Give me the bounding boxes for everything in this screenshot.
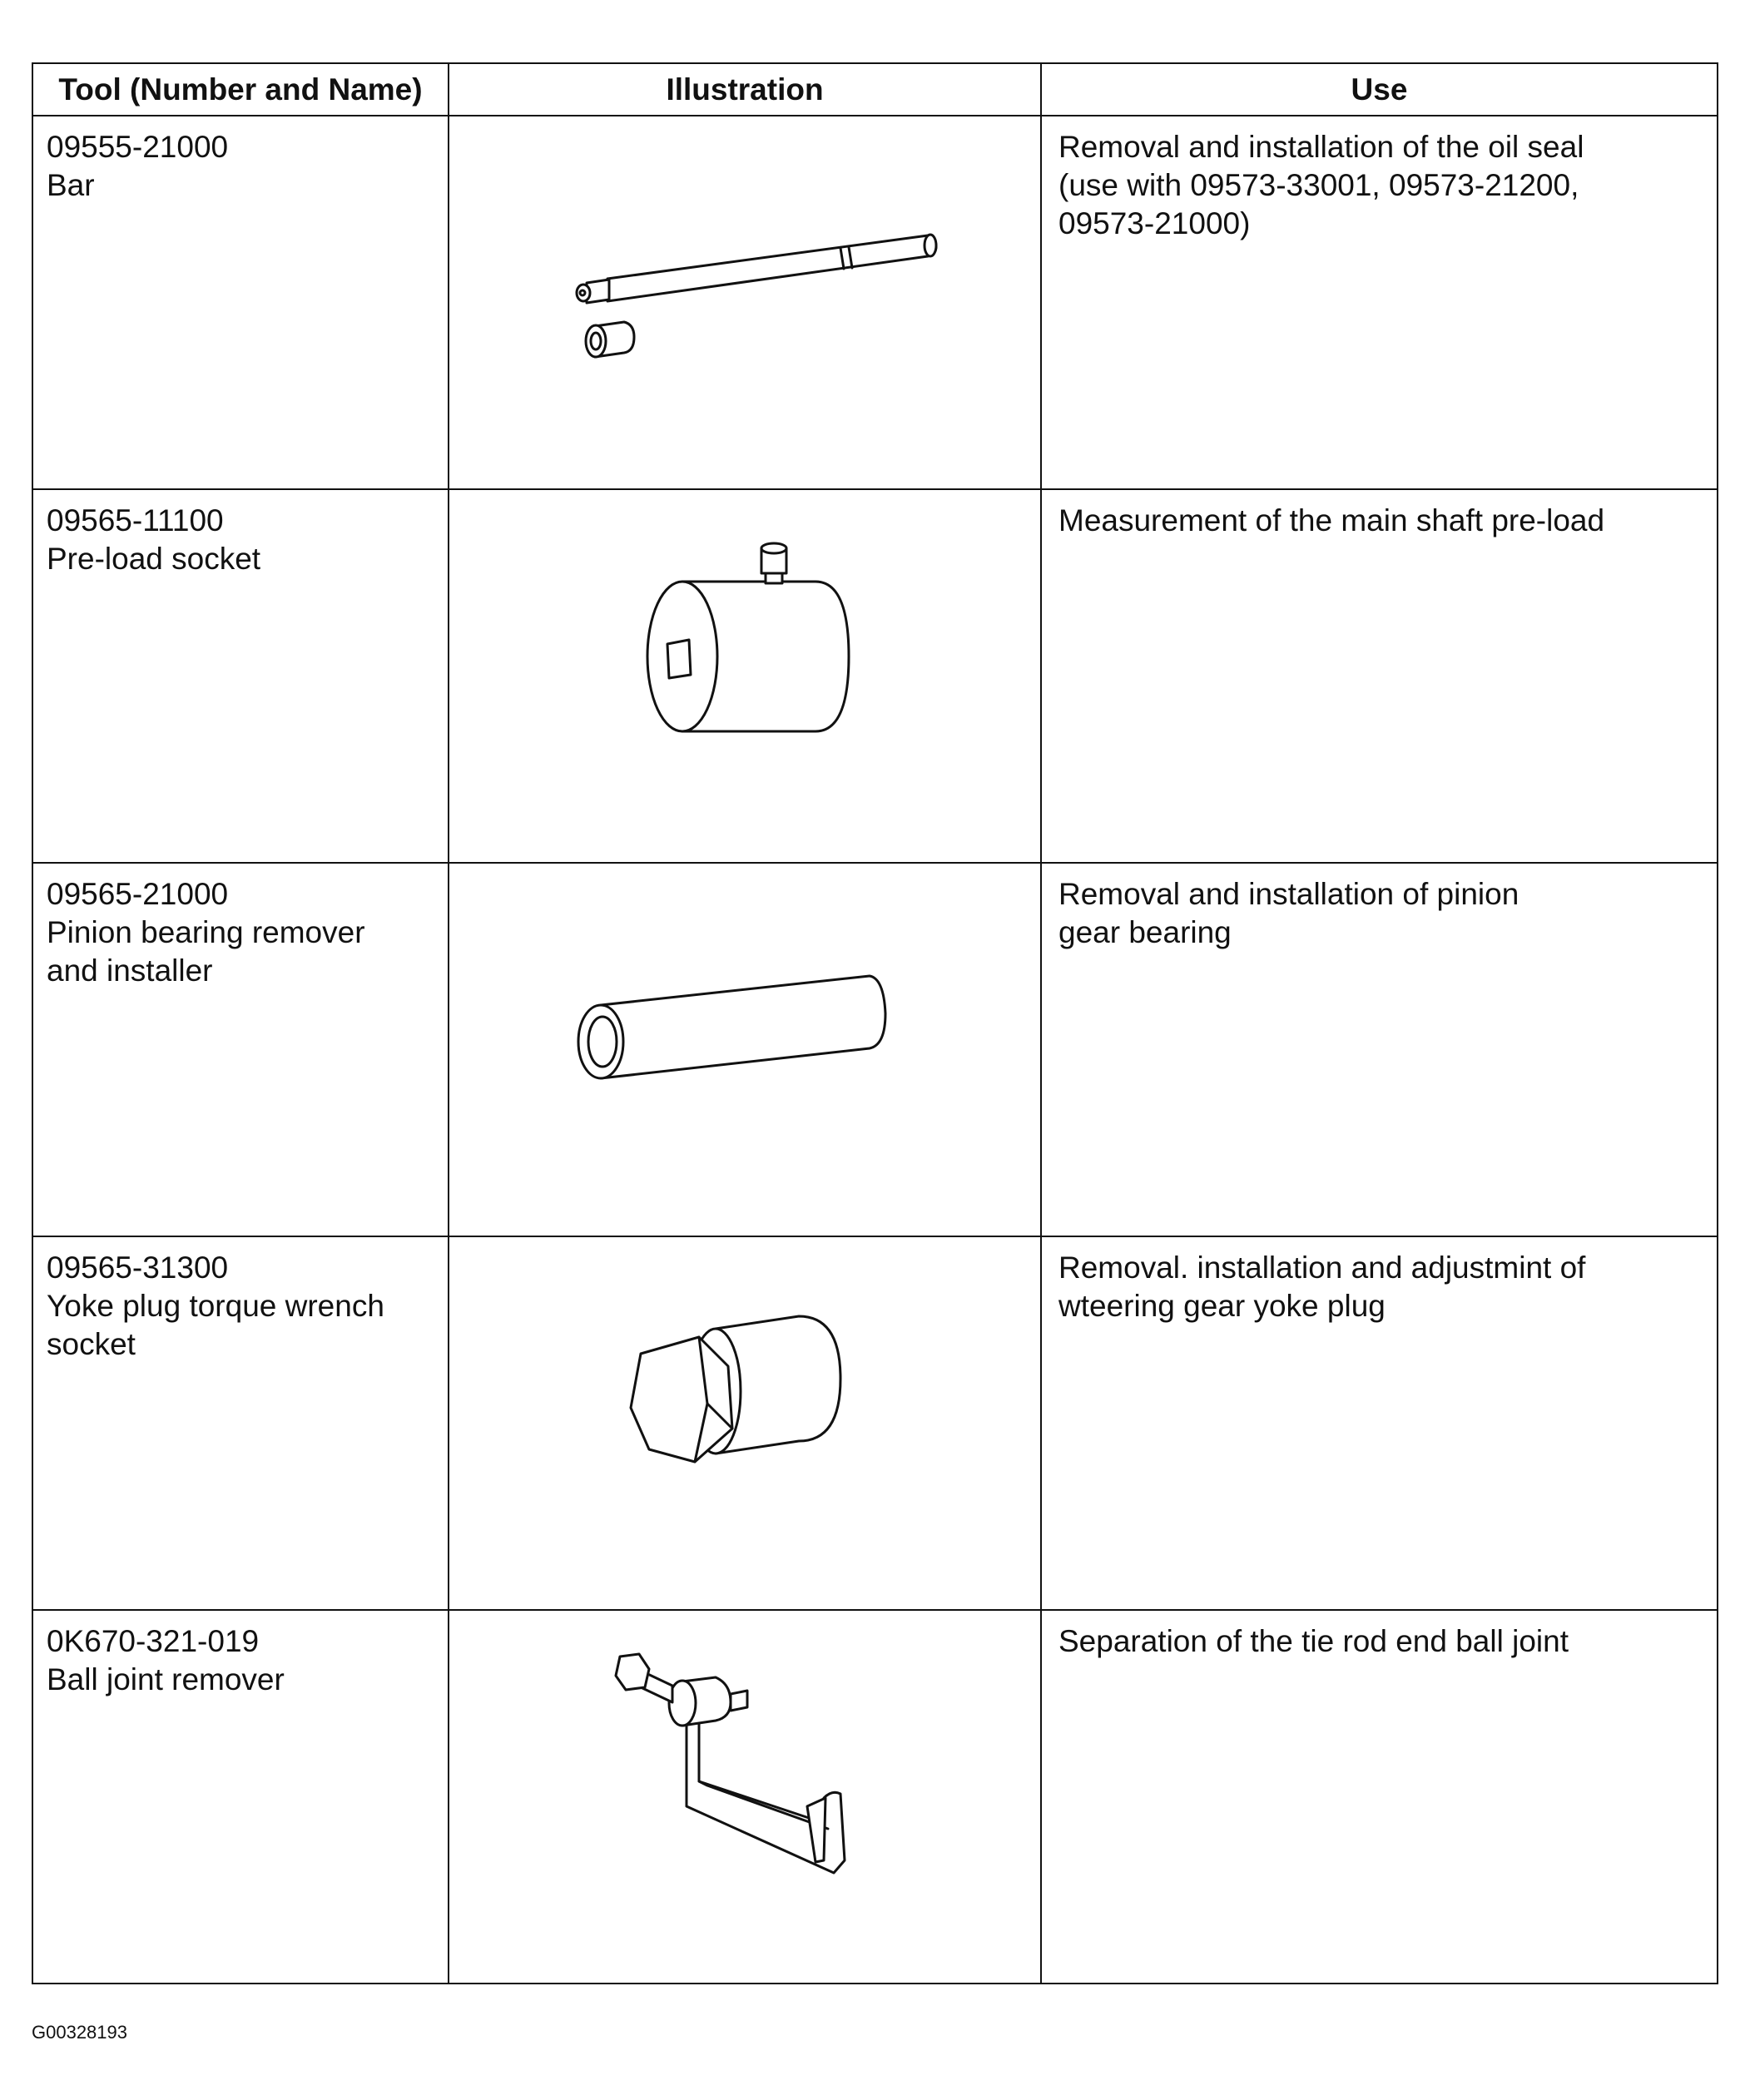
tool-number: 09565-21000: [47, 877, 229, 911]
illustration-cell: [449, 116, 1041, 489]
use-cell: [1041, 1610, 1718, 1984]
tool-cell: [32, 116, 449, 489]
use-line: Removal. installation and adjustmint of: [1058, 1251, 1586, 1285]
tool-name: Ball joint remover: [47, 1662, 285, 1696]
use-column-header: Use: [1041, 63, 1718, 116]
illustration-cell: [449, 489, 1041, 863]
illustration-column-header: Illustration: [449, 63, 1041, 116]
tool-number: 0K670-321-019: [47, 1624, 260, 1658]
tool-cell: [32, 489, 449, 863]
use-line: Removal and installation of pinion: [1058, 877, 1519, 911]
table-row: [32, 863, 1718, 1236]
illustration-cell: [449, 863, 1041, 1236]
table-row: [32, 1236, 1718, 1610]
tool-name: socket: [47, 1327, 136, 1361]
figure-code: G00328193: [32, 2022, 127, 2043]
tool-cell: [32, 1236, 449, 1610]
tool-number: 09565-31300: [47, 1251, 229, 1285]
tool-name: Bar: [47, 168, 95, 202]
table-row: [32, 489, 1718, 863]
pinion-bearing-tube-icon: [449, 864, 1042, 1236]
use-line: 09573-21000): [1058, 206, 1251, 240]
use-line: Removal and installation of the oil seal: [1058, 130, 1584, 164]
table-row: [32, 1610, 1718, 1984]
use-line: wteering gear yoke plug: [1058, 1289, 1386, 1323]
tool-name: and installer: [47, 953, 213, 988]
use-line: (use with 09573-33001, 09573-21200,: [1058, 168, 1579, 202]
tool-name: Pinion bearing remover: [47, 915, 365, 949]
preload-socket-icon: [449, 490, 1042, 862]
tool-name: Pre-load socket: [47, 542, 261, 576]
use-cell: [1041, 489, 1718, 863]
use-line: gear bearing: [1058, 915, 1232, 949]
tool-cell: [32, 863, 449, 1236]
tool-number: 09565-11100: [47, 503, 224, 537]
illustration-cell: [449, 1610, 1041, 1984]
bar-tool-icon: [449, 116, 1042, 488]
use-cell: [1041, 116, 1718, 489]
tool-cell: [32, 1610, 449, 1984]
illustration-cell: [449, 1236, 1041, 1610]
ball-joint-remover-icon: [449, 1611, 1042, 1983]
use-cell: [1041, 863, 1718, 1236]
use-line: Measurement of the main shaft pre-load: [1058, 503, 1605, 537]
tool-number: 09555-21000: [47, 130, 229, 164]
special-tools-sheet: [32, 62, 1717, 1984]
special-tools-table: [32, 62, 1718, 1984]
tool-name: Yoke plug torque wrench: [47, 1289, 384, 1323]
header-row: [32, 63, 1718, 116]
use-line: Separation of the tie rod end ball joint: [1058, 1624, 1569, 1658]
use-cell: [1041, 1236, 1718, 1610]
tool-column-header: Tool (Number and Name): [32, 63, 449, 116]
table-row: [32, 116, 1718, 489]
yoke-plug-socket-icon: [449, 1237, 1042, 1609]
